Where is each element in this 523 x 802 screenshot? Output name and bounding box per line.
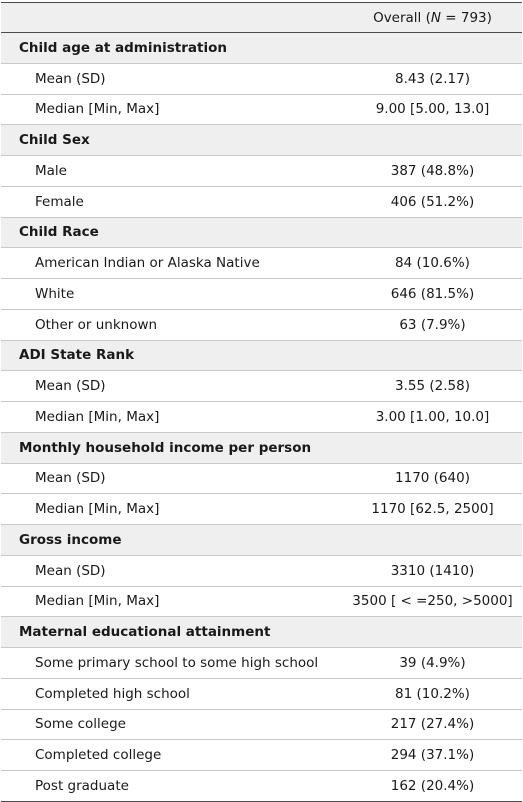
group-empty-cell	[333, 617, 522, 648]
table-row	[1, 494, 522, 525]
table-row	[1, 586, 522, 617]
table-row	[1, 248, 522, 279]
group-empty-cell	[333, 340, 522, 371]
group-empty-cell	[333, 217, 522, 248]
row-label: Some primary school to some high school	[1, 648, 333, 679]
group-empty-cell	[333, 33, 522, 64]
table-row	[1, 402, 522, 433]
row-label: Other or unknown	[1, 309, 333, 340]
row-label: Median [Min, Max]	[1, 494, 333, 525]
table-row	[1, 371, 522, 402]
group-title: Monthly household income per person	[1, 432, 333, 463]
header-overall-suffix: = 793)	[440, 9, 492, 26]
row-value: 162 (20.4%)	[333, 771, 522, 802]
row-value: 217 (27.4%)	[333, 709, 522, 740]
row-label: Mean (SD)	[1, 463, 333, 494]
row-value: 3.55 (2.58)	[333, 371, 522, 402]
header-label-cell	[1, 3, 333, 33]
row-value: 9.00 [5.00, 13.0]	[333, 94, 522, 125]
row-value: 3500 [ < =250, >5000]	[333, 586, 522, 617]
table-row	[1, 279, 522, 310]
table-row	[1, 63, 522, 94]
row-label: Female	[1, 186, 333, 217]
table-row	[1, 309, 522, 340]
row-label: Post graduate	[1, 771, 333, 802]
row-label: Mean (SD)	[1, 371, 333, 402]
group-title: ADI State Rank	[1, 340, 333, 371]
group-header-row	[1, 525, 522, 556]
group-title: Child Sex	[1, 125, 333, 156]
group-header-row	[1, 617, 522, 648]
row-value: 406 (51.2%)	[333, 186, 522, 217]
row-label: White	[1, 279, 333, 310]
row-label: Median [Min, Max]	[1, 586, 333, 617]
group-header-row	[1, 33, 522, 64]
row-value: 39 (4.9%)	[333, 648, 522, 679]
row-value: 63 (7.9%)	[333, 309, 522, 340]
table-row	[1, 463, 522, 494]
table-body	[1, 33, 522, 802]
table-row	[1, 186, 522, 217]
table-row	[1, 156, 522, 187]
row-value: 8.43 (2.17)	[333, 63, 522, 94]
row-value: 646 (81.5%)	[333, 279, 522, 310]
table-row	[1, 678, 522, 709]
table-row	[1, 740, 522, 771]
group-empty-cell	[333, 125, 522, 156]
group-header-row	[1, 125, 522, 156]
row-label: Male	[1, 156, 333, 187]
table-row	[1, 555, 522, 586]
header-n-symbol: N	[430, 9, 441, 26]
header-overall-cell	[333, 3, 522, 33]
row-label: Mean (SD)	[1, 555, 333, 586]
group-title: Gross income	[1, 525, 333, 556]
row-value: 1170 [62.5, 2500]	[333, 494, 522, 525]
row-value: 3310 (1410)	[333, 555, 522, 586]
row-value: 81 (10.2%)	[333, 678, 522, 709]
row-value: 84 (10.6%)	[333, 248, 522, 279]
row-value: 294 (37.1%)	[333, 740, 522, 771]
group-title: Child Race	[1, 217, 333, 248]
table-row	[1, 709, 522, 740]
row-label: Mean (SD)	[1, 63, 333, 94]
group-header-row	[1, 340, 522, 371]
group-empty-cell	[333, 432, 522, 463]
table-header-row	[1, 3, 522, 33]
row-label: Some college	[1, 709, 333, 740]
row-value: 387 (48.8%)	[333, 156, 522, 187]
row-label: American Indian or Alaska Native	[1, 248, 333, 279]
table-row	[1, 648, 522, 679]
table-row	[1, 771, 522, 802]
group-header-row	[1, 432, 522, 463]
summary-table	[1, 2, 522, 802]
group-title: Child age at administration	[1, 33, 333, 64]
group-empty-cell	[333, 525, 522, 556]
row-label: Median [Min, Max]	[1, 402, 333, 433]
header-overall-prefix: Overall (	[373, 9, 431, 26]
group-header-row	[1, 217, 522, 248]
row-label: Completed high school	[1, 678, 333, 709]
row-label: Median [Min, Max]	[1, 94, 333, 125]
row-value: 1170 (640)	[333, 463, 522, 494]
row-value: 3.00 [1.00, 10.0]	[333, 402, 522, 433]
group-title: Maternal educational attainment	[1, 617, 333, 648]
table-row	[1, 94, 522, 125]
row-label: Completed college	[1, 740, 333, 771]
